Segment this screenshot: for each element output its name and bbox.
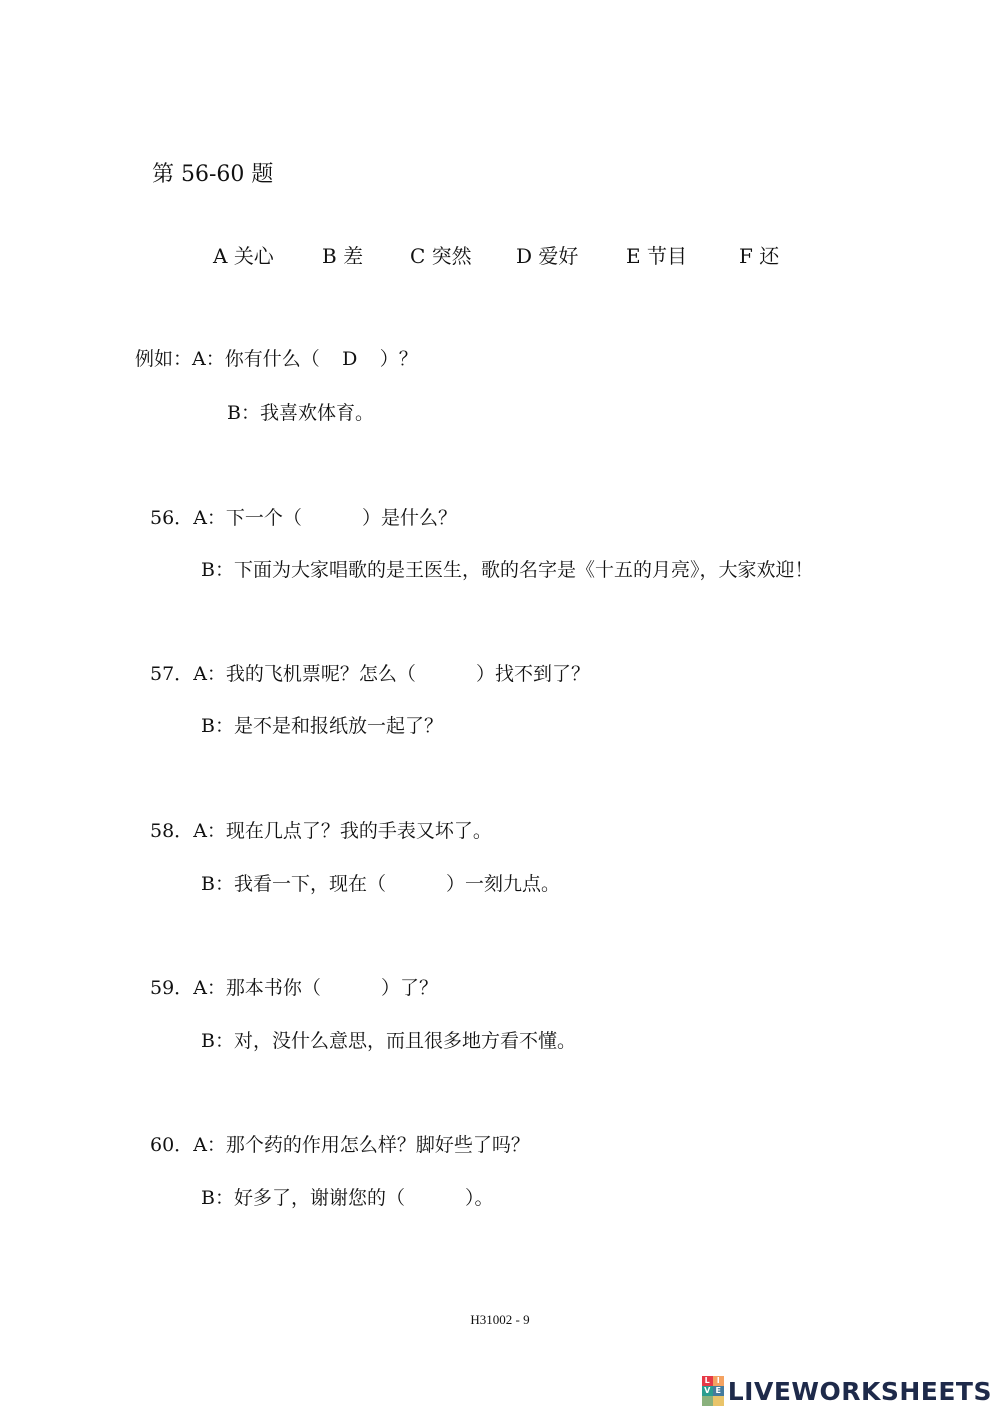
question-58-a: [150, 816, 492, 843]
logo-text: LIVEWORKSHEETS: [727, 1376, 992, 1406]
response-text: 是不是和报纸放一起了？: [233, 715, 443, 737]
question-text: 那本书你（: [225, 977, 321, 999]
question-text: 那个药的作用怎么样？脚好些了吗？: [225, 1134, 530, 1156]
question-number: 60．: [150, 1134, 194, 1156]
response-text: 我看一下，现在（: [233, 873, 386, 895]
option-word: 爱好: [538, 244, 579, 268]
speaker-a-label: A：: [193, 820, 226, 842]
option-b: [322, 240, 363, 269]
option-f: [739, 240, 779, 269]
example-answer: D: [342, 348, 358, 370]
option-a: [213, 240, 274, 269]
speaker-a-label: A：: [192, 348, 225, 370]
speaker-a-label: A：: [193, 1134, 226, 1156]
option-letter: E: [626, 244, 641, 268]
response-text: 对，没什么意思，而且很多地方看不懂。: [233, 1030, 576, 1052]
speaker-a-label: A：: [193, 663, 226, 685]
option-letter: B: [322, 244, 337, 268]
logo-mark-cell: L: [702, 1376, 713, 1386]
option-c: [410, 240, 472, 269]
question-58-b: [201, 869, 560, 896]
example-a-text: 你有什么（: [224, 348, 320, 370]
example-prefix: 例如：: [135, 348, 193, 370]
question-57-a: [150, 659, 590, 686]
logo-mark-cell: E: [713, 1386, 724, 1396]
speaker-b-label: B：: [201, 559, 234, 581]
option-e: [626, 240, 687, 269]
option-d: [516, 240, 578, 269]
logo-mark-cell: [713, 1396, 724, 1406]
speaker-b-label: B：: [201, 715, 234, 737]
response-text: 下面为大家唱歌的是王医生，歌的名字是《十五的月亮》，大家欢迎！: [233, 559, 814, 581]
section-title: 第 56-60 题: [152, 162, 274, 187]
question-57-b: [201, 711, 443, 738]
question-number: 59．: [150, 977, 194, 999]
option-word: 节目: [646, 244, 687, 268]
question-text: 下一个（: [225, 507, 302, 529]
question-text-after: ）找不到了？: [475, 663, 590, 685]
response-text-after: ）一刻九点。: [445, 873, 560, 895]
question-number: 57．: [150, 663, 194, 685]
option-word: 还: [759, 244, 780, 268]
question-number: 58．: [150, 820, 194, 842]
question-text: 我的飞机票呢？怎么（: [225, 663, 416, 685]
example-b-text: 我喜欢体育。: [259, 402, 374, 424]
question-text: 现在几点了？我的手表又坏了。: [225, 820, 492, 842]
response-text-after: ）。: [464, 1187, 494, 1209]
question-number: 56．: [150, 507, 194, 529]
question-56-a: [150, 503, 457, 530]
speaker-b-label: B：: [227, 402, 260, 424]
speaker-a-label: A：: [193, 977, 226, 999]
speaker-a-label: A：: [193, 507, 226, 529]
example-a-after: ）？: [379, 348, 418, 370]
page-footer: H31002 - 9: [470, 1312, 530, 1327]
question-text-after: ）了？: [380, 977, 438, 999]
option-word: 关心: [233, 244, 274, 268]
question-59-a: [150, 973, 438, 1000]
response-text: 好多了，谢谢您的（: [233, 1187, 405, 1209]
question-60-b: [201, 1183, 494, 1210]
example-line-b: [227, 398, 374, 425]
logo-mark-cell: I: [713, 1376, 724, 1386]
logo-mark-cell: V: [702, 1386, 713, 1396]
question-text-after: ）是什么？: [361, 507, 457, 529]
option-letter: D: [516, 244, 533, 268]
speaker-b-label: B：: [201, 1187, 234, 1209]
question-59-b: [201, 1026, 576, 1053]
logo-mark-icon: [702, 1376, 724, 1406]
question-60-a: [150, 1130, 530, 1157]
option-word: 突然: [431, 244, 472, 268]
logo-mark-cell: [702, 1396, 713, 1406]
option-letter: F: [739, 244, 753, 268]
option-word: 差: [343, 244, 364, 268]
question-56-b: [201, 555, 813, 582]
option-letter: A: [213, 244, 228, 268]
option-letter: C: [410, 244, 426, 268]
liveworksheets-logo[interactable]: [702, 1374, 992, 1408]
speaker-b-label: B：: [201, 873, 234, 895]
example-line-a: [135, 344, 418, 371]
speaker-b-label: B：: [201, 1030, 234, 1052]
